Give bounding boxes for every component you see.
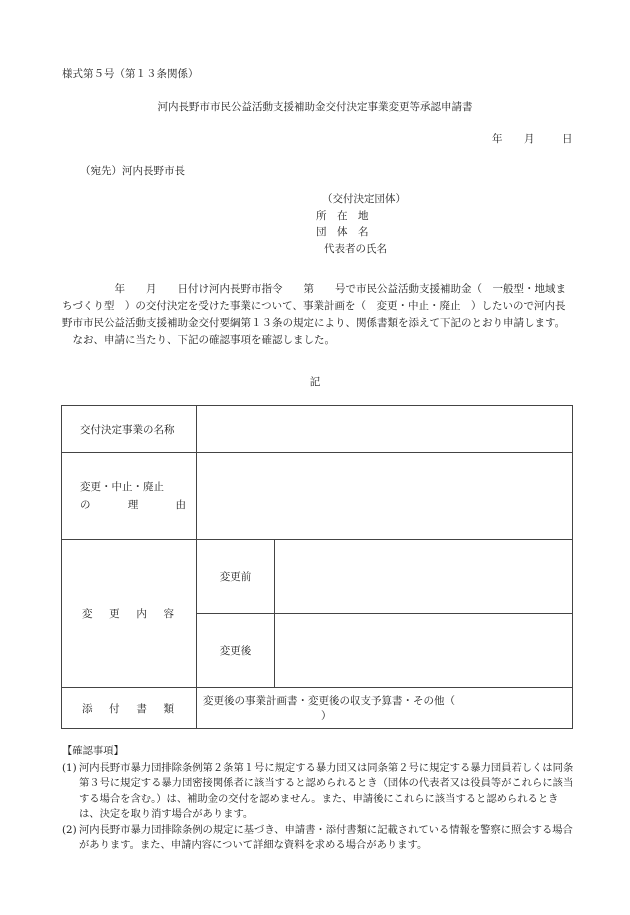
applicant-block: [316, 191, 406, 257]
table-row: [62, 688, 573, 729]
confirmation-item: [62, 761, 574, 823]
confirmation-heading: 【確認事項】: [62, 745, 124, 757]
date-line: [492, 131, 573, 146]
confirmation-item: [62, 823, 574, 854]
ki-heading: 記: [309, 376, 321, 388]
table-row: [62, 406, 573, 453]
representative-label: 代表者の氏名: [324, 242, 387, 255]
attachments-close-paren: ）: [321, 710, 332, 722]
after-change-field[interactable]: [275, 614, 573, 688]
applicant-heading: （交付決定団体）: [322, 193, 406, 205]
attachments-text: 変更後の事業計画書・変更後の収支予算書・その他（: [203, 695, 455, 707]
form-number: 様式第５号（第１３条関係）: [62, 68, 199, 80]
application-table: [61, 405, 573, 729]
item-number: (2): [62, 823, 77, 836]
reason-label-char: 由: [175, 499, 186, 511]
project-name-field[interactable]: [197, 406, 573, 453]
label-char: 類: [163, 702, 174, 715]
table-row: [62, 453, 573, 540]
label-char: 書: [136, 702, 147, 715]
attachments-field[interactable]: [197, 688, 573, 729]
confirmation-items: [62, 744, 574, 854]
date-day-label: 日: [562, 133, 573, 145]
application-body: [62, 281, 574, 349]
item-text: 河内長野市暴力団排除条例第２条第１号に規定する暴力団又は同条第２号に規定する暴力団員若しくは同条第３号に規定する暴力団密接関係者に該当すると認められるとき（団体の代表者又は役員等がこれらに該当する場合を含む。）は、補助金の交付を認めません。また、申請後にこれらに該当すると認められるときは、決定を取り消す場合があります。: [79, 761, 574, 820]
label-char: 付: [109, 702, 120, 715]
label-char: 容: [163, 608, 174, 620]
label-char: 内: [136, 608, 147, 620]
before-change-label: 変更前: [197, 540, 275, 614]
reason-field[interactable]: [197, 453, 573, 540]
reason-label-char: 理: [127, 499, 139, 511]
label-char: 変: [82, 608, 93, 620]
document-title: 河内長野市市民公益活動支援補助金交付決定事業変更等承認申請書: [157, 101, 473, 113]
project-name-label: 交付決定事業の名称: [62, 406, 197, 453]
change-content-label-text: [62, 606, 196, 621]
application-paragraph: 年 月 日付け河内長野市指令 第 号で市民公益活動支援補助金（ 一般型・地域まちづくり型 ）の交付決定を受けた事業について、事業計画を（ 変更・中止・廃止 ）したいので河内長野市市民公益活動支援補助金交付要綱第１３条の規定により、関係書類を添えて下記のとおり申請します。: [62, 283, 566, 329]
table-row: [62, 540, 573, 614]
date-year-label: 年: [492, 133, 503, 145]
attachments-label-text: [62, 701, 196, 716]
attachments-label: [62, 688, 197, 729]
date-month-label: 月: [524, 133, 535, 145]
reason-label-line1: 変更・中止・廃止: [80, 481, 164, 493]
item-number: (1): [62, 761, 77, 774]
label-char: 添: [82, 702, 93, 715]
label-char: 更: [109, 608, 120, 620]
reason-label-line2: [80, 496, 186, 514]
before-change-field[interactable]: [275, 540, 573, 614]
reason-label-char: の: [80, 499, 91, 511]
addressee: （宛先）河内長野市長: [80, 165, 185, 177]
reason-label: [62, 453, 197, 540]
change-content-label: [62, 540, 197, 688]
organization-label: 団 体 名: [316, 226, 369, 238]
address-label: 所 在 地: [316, 209, 369, 222]
after-change-label: 変更後: [197, 614, 275, 688]
item-text: 河内長野市暴力団排除条例の規定に基づき、申請書・添付書類に記載されている情報を警察に照会する場合があります。また、申請内容について詳細な資料を求める場合があります。: [79, 823, 573, 851]
confirmation-statement: なお、申請に当たり、下記の確認事項を確認しました。: [62, 334, 335, 346]
